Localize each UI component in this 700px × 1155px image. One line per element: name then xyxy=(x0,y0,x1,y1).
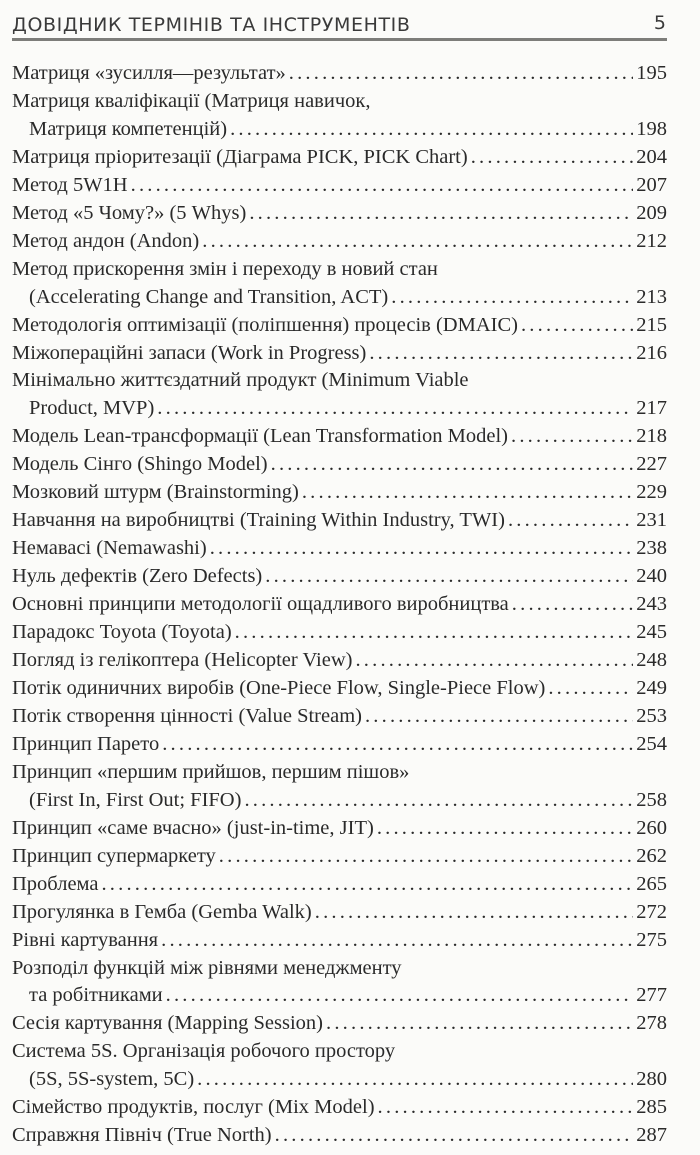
toc-entry-title: Метод прискорення змін і переходу в новий стан xyxy=(12,257,438,280)
dot-leader xyxy=(202,228,633,256)
toc-entry[interactable] xyxy=(12,88,667,144)
toc-entry[interactable] xyxy=(12,563,667,591)
toc-entry-line xyxy=(12,619,667,647)
dot-leader xyxy=(369,340,633,368)
toc-entry-title: (Accelerating Change and Transition, ACT) xyxy=(29,285,389,308)
dot-leader xyxy=(210,535,634,563)
toc-entry-continuation xyxy=(12,982,667,1010)
dot-leader xyxy=(161,927,633,955)
toc-entry-line xyxy=(12,703,667,731)
toc-entry-title: Метод 5W1H xyxy=(12,173,128,196)
toc-page-number: 204 xyxy=(636,145,667,168)
toc-entry-title: Немавасі (Nemawashi) xyxy=(12,537,207,560)
toc-entry-title: Матриця компетенцій) xyxy=(29,117,228,140)
toc-page-number: 275 xyxy=(636,928,667,951)
dot-leader xyxy=(302,479,633,507)
toc-entry-line xyxy=(12,423,667,451)
dot-leader xyxy=(511,423,633,451)
toc-entry-title: Сімейство продуктів, послуг (Mix Model) xyxy=(12,1096,375,1119)
toc-entry-title: Модель Lean-трансформації (Lean Transformation Model) xyxy=(12,425,508,448)
toc-entry-title: (First In, First Out; FIFO) xyxy=(29,788,242,811)
dot-leader xyxy=(512,591,633,619)
toc-entry[interactable] xyxy=(12,256,667,312)
dot-leader xyxy=(265,563,633,591)
toc-entry[interactable] xyxy=(12,675,667,703)
toc-entry-line xyxy=(12,535,667,563)
dot-leader xyxy=(275,1122,634,1150)
toc-entry-title: Мозковий штурм (Brainstorming) xyxy=(12,481,299,504)
toc-entry-title: Модель Сінго (Shingo Model) xyxy=(12,453,268,476)
toc-page-number: 262 xyxy=(636,844,667,867)
toc-entry-line xyxy=(12,367,667,395)
toc-entry[interactable] xyxy=(12,1010,667,1038)
toc-entry-title: та робітниками xyxy=(29,984,163,1007)
toc-page-number: 277 xyxy=(636,984,667,1007)
page-number: 5 xyxy=(653,12,666,34)
toc-page-number: 240 xyxy=(636,565,667,588)
toc-page-number: 287 xyxy=(636,1124,667,1147)
toc-entry-title: Потік одиничних виробів (One-Piece Flow, Single-Piece Flow) xyxy=(12,676,546,699)
toc-page-number: 229 xyxy=(636,481,667,504)
toc-entry-title: Принцип Парето xyxy=(12,732,160,755)
toc-entry-title: Сесія картування (Mapping Session) xyxy=(12,1012,324,1035)
toc-entry[interactable] xyxy=(12,144,667,172)
toc-page-number: 238 xyxy=(636,537,667,560)
toc-entry-line xyxy=(12,1122,667,1150)
toc-page-number: 207 xyxy=(636,173,667,196)
toc-entry-title: Розподіл функцій між рівнями менеджменту xyxy=(12,956,402,979)
toc-entry-line xyxy=(12,88,667,116)
dot-leader xyxy=(315,899,634,927)
toc-entry[interactable] xyxy=(12,703,667,731)
dot-leader xyxy=(326,1010,633,1038)
dot-leader xyxy=(197,1066,633,1094)
toc-page-number: 216 xyxy=(636,341,667,364)
toc-page-number: 198 xyxy=(636,117,667,140)
toc-entry[interactable] xyxy=(12,367,667,423)
toc-entry-line xyxy=(12,563,667,591)
toc-entry-title: Навчання на виробництві (Training Within Industry, TWI) xyxy=(12,509,505,532)
toc-entry[interactable] xyxy=(12,955,667,1011)
dot-leader xyxy=(508,507,633,535)
section-title: ДОВІДНИК ТЕРМІНІВ ТА ІНСТРУМЕНТІВ xyxy=(12,14,411,36)
toc-page-number: 218 xyxy=(636,425,667,448)
toc-page-number: 217 xyxy=(636,397,667,420)
toc-entry[interactable] xyxy=(12,619,667,647)
toc-entry-title: Прогулянка в Гемба (Gemba Walk) xyxy=(12,900,312,923)
dot-leader xyxy=(271,451,634,479)
toc-page-number: 227 xyxy=(636,453,667,476)
toc-entry-line xyxy=(12,927,667,955)
toc-page-number: 231 xyxy=(636,509,667,532)
toc-page-number: 254 xyxy=(636,732,667,755)
dot-leader xyxy=(162,731,633,759)
toc-entry-line xyxy=(12,172,667,200)
toc-entry[interactable] xyxy=(12,1094,667,1122)
toc-page-number: 285 xyxy=(636,1096,667,1119)
toc-entry-title: Рівні картування xyxy=(12,928,159,951)
toc-entry-title: Погляд із гелікоптера (Helicopter View) xyxy=(12,649,353,672)
toc-page-number: 272 xyxy=(636,900,667,923)
dot-leader xyxy=(230,116,633,144)
toc-entry-line xyxy=(12,759,667,787)
toc-entry[interactable] xyxy=(12,815,667,843)
toc-entry[interactable] xyxy=(12,340,667,368)
toc-entry-line xyxy=(12,60,667,88)
toc-entry[interactable] xyxy=(12,228,667,256)
toc-entry-title: Потік створення цінності (Value Stream) xyxy=(12,704,362,727)
toc-entry[interactable] xyxy=(12,312,667,340)
toc-page-number: 258 xyxy=(636,788,667,811)
toc-page-number: 215 xyxy=(636,313,667,336)
dot-leader xyxy=(548,675,633,703)
toc-entry[interactable] xyxy=(12,843,667,871)
toc-entry-line xyxy=(12,312,667,340)
dot-leader xyxy=(131,172,634,200)
toc-entry[interactable] xyxy=(12,200,667,228)
dot-leader xyxy=(244,787,633,815)
dot-leader xyxy=(378,1094,634,1122)
toc-page-number: 249 xyxy=(636,676,667,699)
toc-entry-line xyxy=(12,144,667,172)
toc-entry[interactable] xyxy=(12,507,667,535)
toc-entry-line xyxy=(12,731,667,759)
table-of-contents xyxy=(12,60,667,1150)
dot-leader xyxy=(166,982,634,1010)
toc-entry-line xyxy=(12,256,667,284)
toc-entry-title: Матриця кваліфікації (Матриця навичок, xyxy=(12,89,371,112)
toc-entry-continuation xyxy=(12,116,667,144)
toc-entry-line xyxy=(12,1094,667,1122)
toc-entry-line xyxy=(12,843,667,871)
toc-page-number: 245 xyxy=(636,621,667,644)
toc-entry-line xyxy=(12,1038,667,1066)
toc-entry-line xyxy=(12,675,667,703)
toc-entry-continuation xyxy=(12,787,667,815)
toc-entry-title: Product, MVP) xyxy=(29,397,155,420)
toc-entry[interactable] xyxy=(12,647,667,675)
toc-page-number: 195 xyxy=(636,62,667,84)
toc-page-number: 213 xyxy=(636,285,667,308)
toc-page-number: 212 xyxy=(636,229,667,252)
dot-leader xyxy=(471,144,634,172)
toc-entry-line xyxy=(12,507,667,535)
toc-page-number: 278 xyxy=(636,1012,667,1035)
toc-entry-title: Справжня Північ (True North) xyxy=(12,1124,272,1147)
toc-entry-title: Матриця «зусилля—результат» xyxy=(12,62,286,84)
toc-entry[interactable] xyxy=(12,479,667,507)
toc-entry-title: Матриця пріоритезації (Діаграма PICK, PICK Chart) xyxy=(12,145,468,168)
toc-entry[interactable] xyxy=(12,1122,667,1150)
toc-entry-line xyxy=(12,899,667,927)
toc-entry-title: Метод андон (Andon) xyxy=(12,229,200,252)
toc-entry-title: Принцип «першим прийшов, першим пішов» xyxy=(12,760,410,783)
toc-entry-title: Міжопераційні запаси (Work in Progress) xyxy=(12,341,367,364)
toc-entry[interactable] xyxy=(12,731,667,759)
toc-entry[interactable] xyxy=(12,535,667,563)
toc-entry-line xyxy=(12,340,667,368)
toc-entry[interactable] xyxy=(12,451,667,479)
toc-page-number: 280 xyxy=(636,1068,667,1091)
toc-entry-line xyxy=(12,815,667,843)
toc-entry-line xyxy=(12,200,667,228)
dot-leader xyxy=(365,703,633,731)
toc-entry-title: Проблема xyxy=(12,872,99,895)
dot-leader xyxy=(101,871,633,899)
toc-entry[interactable] xyxy=(12,172,667,200)
toc-entry-title: Нуль дефектів (Zero Defects) xyxy=(12,565,263,588)
toc-entry-continuation xyxy=(12,1066,667,1094)
toc-entry[interactable] xyxy=(12,759,667,815)
toc-entry-continuation xyxy=(12,284,667,312)
toc-entry-title: Методологія оптимізації (поліпшення) процесів (DMAIC) xyxy=(12,313,518,336)
toc-entry[interactable] xyxy=(12,871,667,899)
toc-entry-line xyxy=(12,451,667,479)
toc-entry-title: (5S, 5S-system, 5C) xyxy=(29,1068,195,1091)
toc-entry-title: Мінімально життєздатний продукт (Minimum Viable xyxy=(12,369,469,392)
toc-page-number: 243 xyxy=(636,593,667,616)
toc-entry-title: Принцип «саме вчасно» (just-in-time, JIT) xyxy=(12,816,374,839)
toc-entry-line xyxy=(12,228,667,256)
dot-leader xyxy=(157,395,633,423)
toc-entry-title: Принцип супермаркету xyxy=(12,844,216,867)
dot-leader xyxy=(391,284,633,312)
toc-entry-title: Система 5S. Організація робочого простору xyxy=(12,1040,396,1063)
toc-page-number: 260 xyxy=(636,816,667,839)
dot-leader xyxy=(219,843,633,871)
toc-entry-line xyxy=(12,871,667,899)
toc-page-number: 253 xyxy=(636,704,667,727)
toc-entry-title: Парадокс Toyota (Toyota) xyxy=(12,621,232,644)
dot-leader xyxy=(249,200,633,228)
running-header xyxy=(12,10,667,41)
toc-page-number: 265 xyxy=(636,872,667,895)
toc-entry-line xyxy=(12,647,667,675)
dot-leader xyxy=(355,647,633,675)
dot-leader xyxy=(289,60,633,88)
toc-entry[interactable] xyxy=(12,591,667,619)
toc-entry[interactable] xyxy=(12,899,667,927)
toc-entry-line xyxy=(12,955,667,983)
toc-entry-continuation xyxy=(12,395,667,423)
toc-entry[interactable] xyxy=(12,1038,667,1094)
toc-entry[interactable] xyxy=(12,927,667,955)
toc-entry[interactable] xyxy=(12,423,667,451)
toc-page-number: 248 xyxy=(636,649,667,672)
toc-entry-line xyxy=(12,479,667,507)
toc-entry-title: Метод «5 Чому?» (5 Whys) xyxy=(12,201,247,224)
toc-entry-line xyxy=(12,591,667,619)
dot-leader xyxy=(521,312,633,340)
dot-leader xyxy=(235,619,634,647)
dot-leader xyxy=(377,815,633,843)
toc-entry[interactable] xyxy=(12,60,667,88)
toc-entry-title: Основні принципи методології ощадливого виробництва xyxy=(12,593,509,616)
toc-entry-line xyxy=(12,1010,667,1038)
toc-page-number: 209 xyxy=(636,201,667,224)
